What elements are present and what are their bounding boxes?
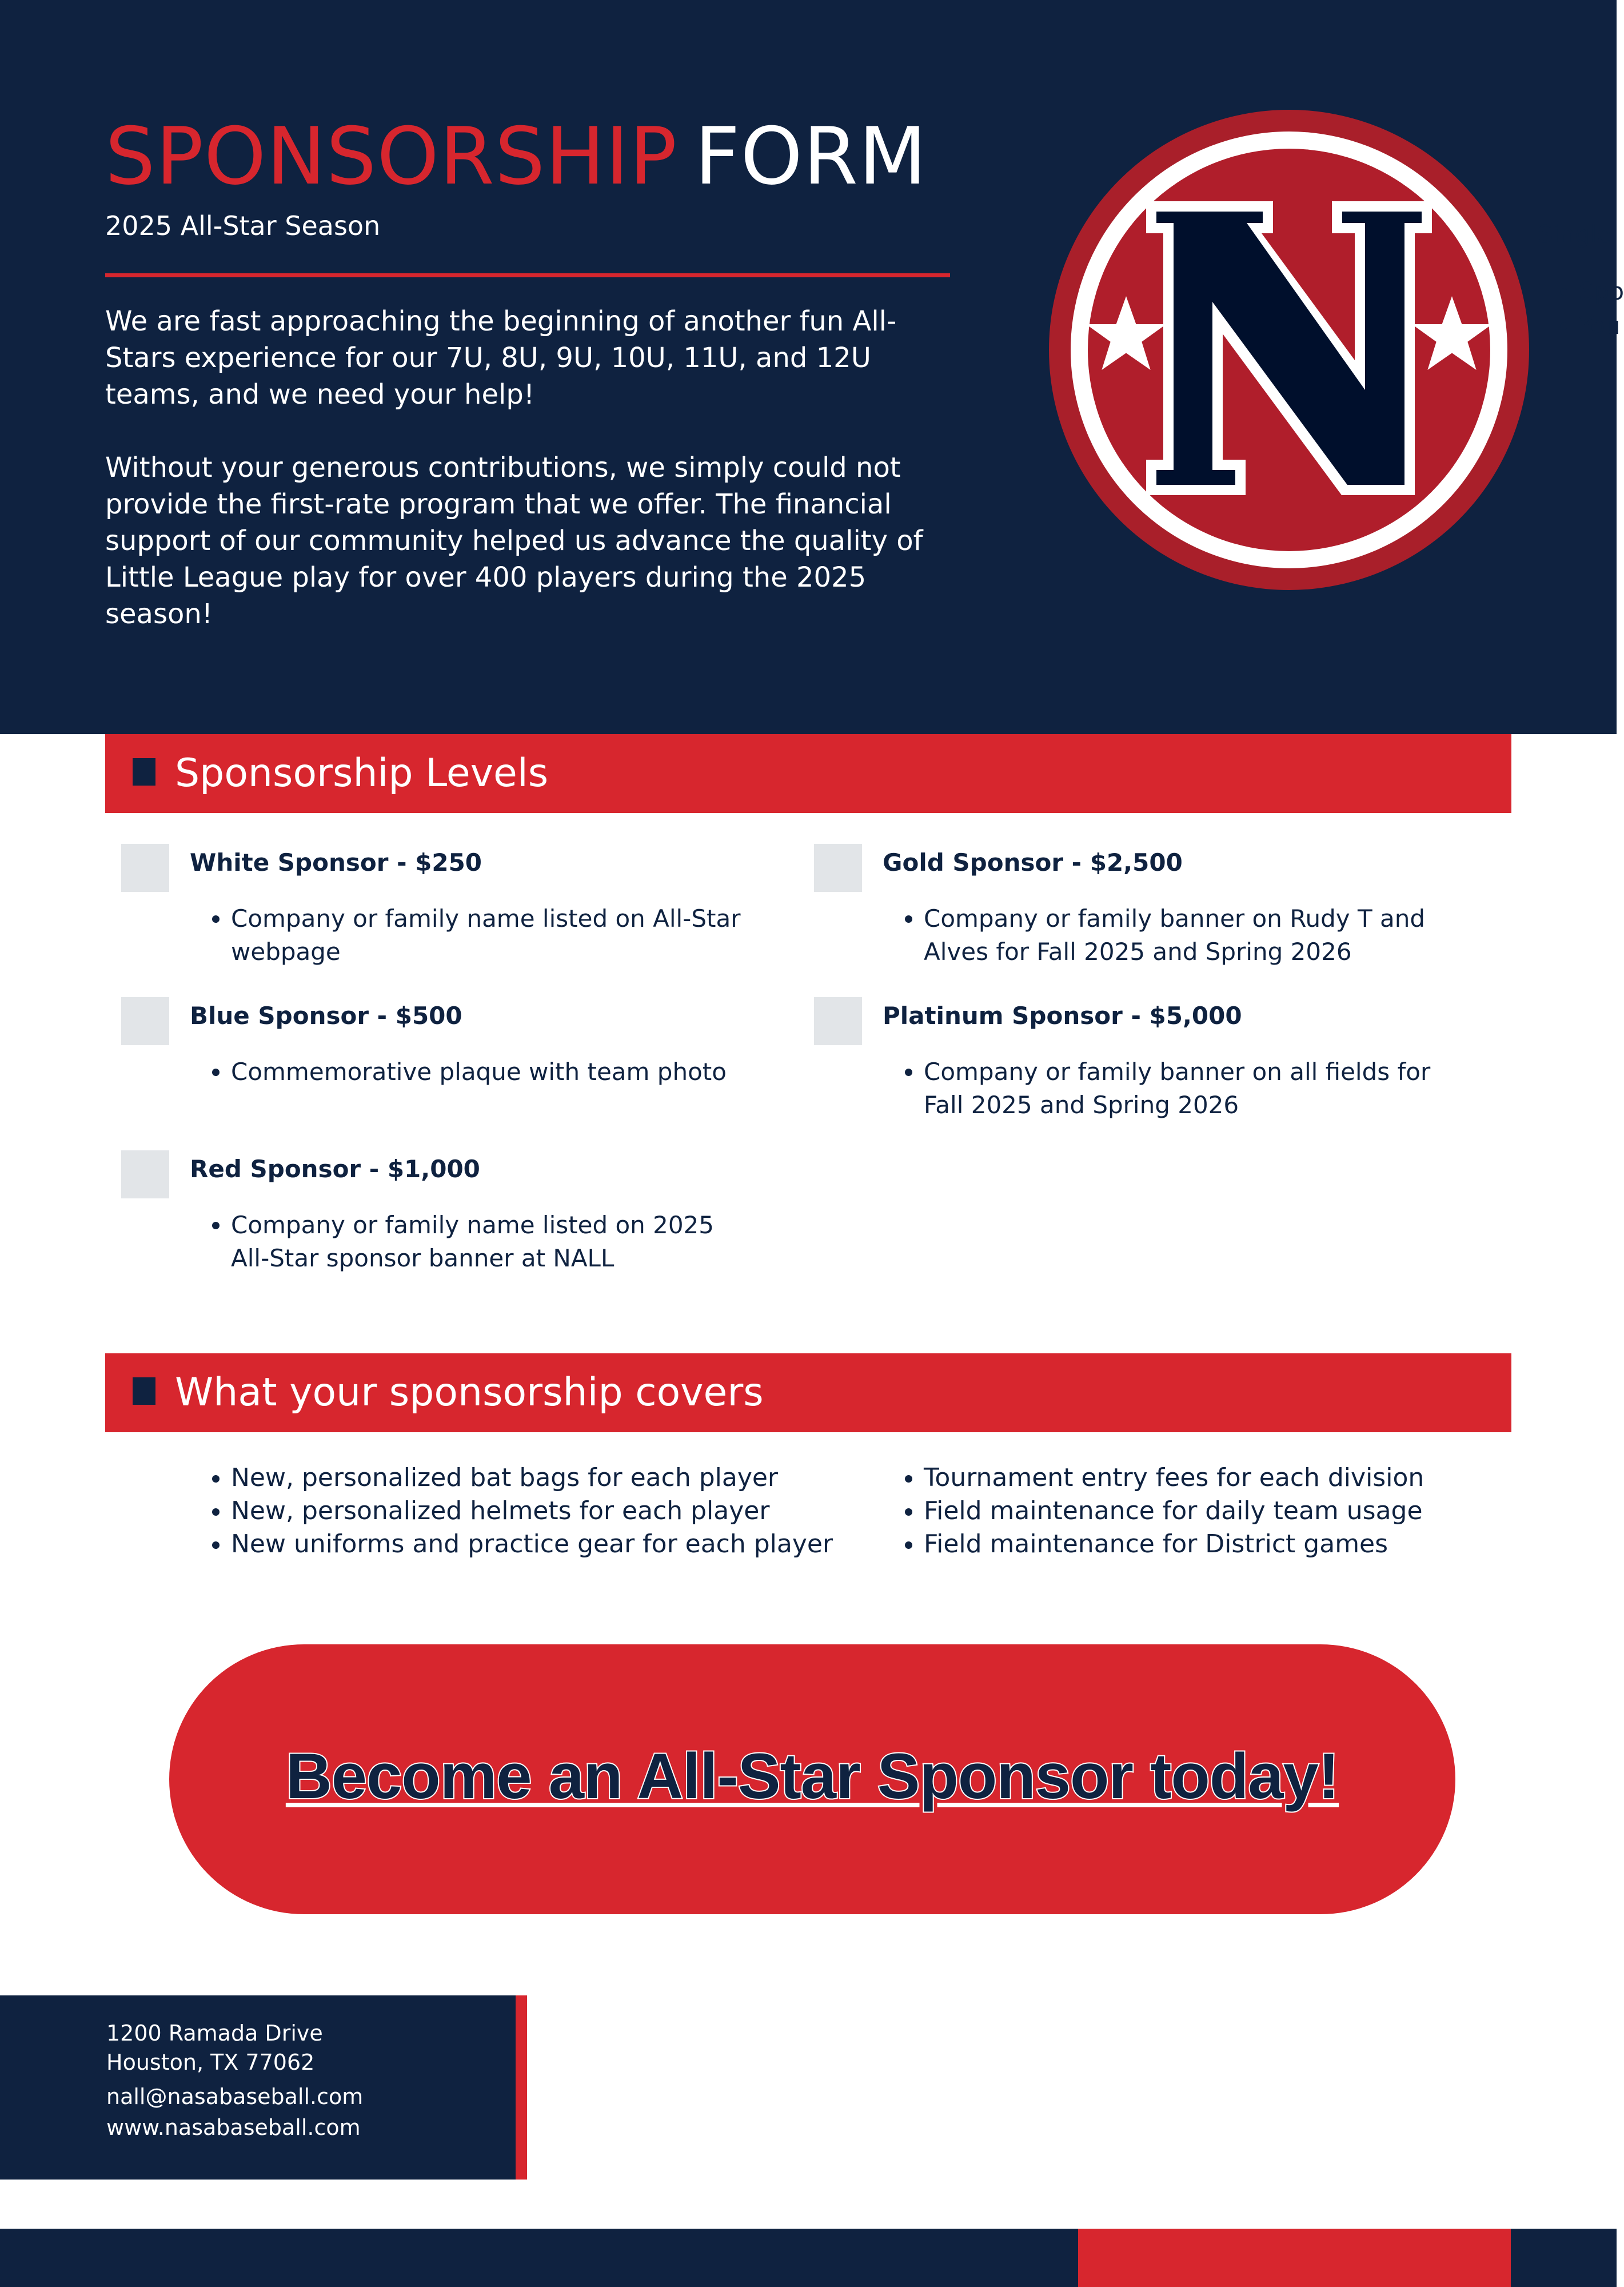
level-white [121,844,814,997]
league-logo [1049,110,1529,590]
level-benefit: • Commemorative plaque with team photo [231,1055,757,1089]
covers-left-list [190,1461,883,1561]
list-item: • Spo [1579,274,1617,309]
section-title: Sponsorship Levels [175,751,549,796]
intro-paragraph: Without your generous contributions, we simply could not provide the first-rate program that we offer. The financial support of our community helped us advance the quality of Little League play for over 400 players during the 2025 season! [105,452,923,630]
list-item: • Field maintenance for District games [924,1528,1505,1561]
contact-email[interactable]: nall@nasabaseball.com [106,2084,364,2109]
level-benefit: • Company or family banner on Rudy T and Alves for Fall 2025 and Spring 2026 [924,902,1450,969]
title-divider [105,273,950,277]
intro-text [105,303,951,669]
checkbox-white-sponsor[interactable] [121,844,169,892]
list-item: • New uniforms and practice gear for each player [231,1528,883,1561]
level-name: Blue Sponsor - $500 [190,1002,462,1030]
sponsorship-covers-header [105,1353,1511,1432]
level-gold [814,844,1471,997]
level-name: Gold Sponsor - $2,500 [883,848,1183,876]
list-item: • Tournament entry fees for each division [924,1461,1505,1495]
become-sponsor-button[interactable] [169,1644,1455,1914]
list-item: • New, personalized bat bags for each player [231,1461,883,1495]
contact-block [0,1995,527,2180]
level-red [121,1150,814,1304]
title-sponsorship: SPONSORSHIP [105,110,678,202]
level-name: Red Sponsor - $1,000 [190,1155,480,1183]
checkbox-gold-sponsor[interactable] [814,844,862,892]
address-line: 1200 Ramada Drive [106,2021,323,2046]
level-blue [121,997,814,1150]
page-title [105,110,928,202]
sponsorship-levels [121,844,1511,1304]
level-platinum [814,997,1471,1150]
intro-paragraph: We are fast approaching the beginning of another fun All-Stars experience for our 7U, 8U, 9U, 10U, 11U, and 12U teams, and we need your help! [105,305,897,411]
list-item: • Field maintenance for daily team usage [924,1495,1505,1528]
address-line: Houston, TX 77062 [106,2050,315,2075]
level-benefit: • Company or family banner on all fields for Fall 2025 and Spring 2026 [924,1055,1450,1122]
cta-label: Become an All-Star Sponsor today! [285,1740,1339,1812]
footer-accent [1078,2229,1511,2287]
cutoff-label: Single [1538,220,1612,248]
checkbox-blue-sponsor[interactable] [121,997,169,1045]
sponsorship-covers-list [190,1461,1505,1561]
title-form: FORM [695,110,928,202]
level-name: Platinum Sponsor - $5,000 [883,1002,1242,1030]
cutoff-side-text [1538,217,1624,343]
page-subtitle: 2025 All-Star Season [105,210,381,241]
level-benefit: • Company or family name listed on 2025 All-Star sponsor banner at NALL [231,1209,757,1275]
covers-right-list [883,1461,1505,1561]
contact-website[interactable]: www.nasabaseball.com [106,2115,361,2140]
level-benefit: • Company or family name listed on All-Star webpage [231,902,757,969]
cutoff-list [1538,274,1624,343]
sponsorship-levels-header [105,734,1511,813]
checkbox-red-sponsor[interactable] [121,1150,169,1198]
section-marker-icon [133,758,155,786]
level-name: White Sponsor - $250 [190,848,482,876]
section-marker-icon [133,1377,155,1405]
list-item: • New, personalized helmets for each player [231,1495,883,1528]
list-item: • You [1579,309,1617,343]
checkbox-platinum-sponsor[interactable] [814,997,862,1045]
section-title: What your sponsorship covers [175,1370,764,1415]
